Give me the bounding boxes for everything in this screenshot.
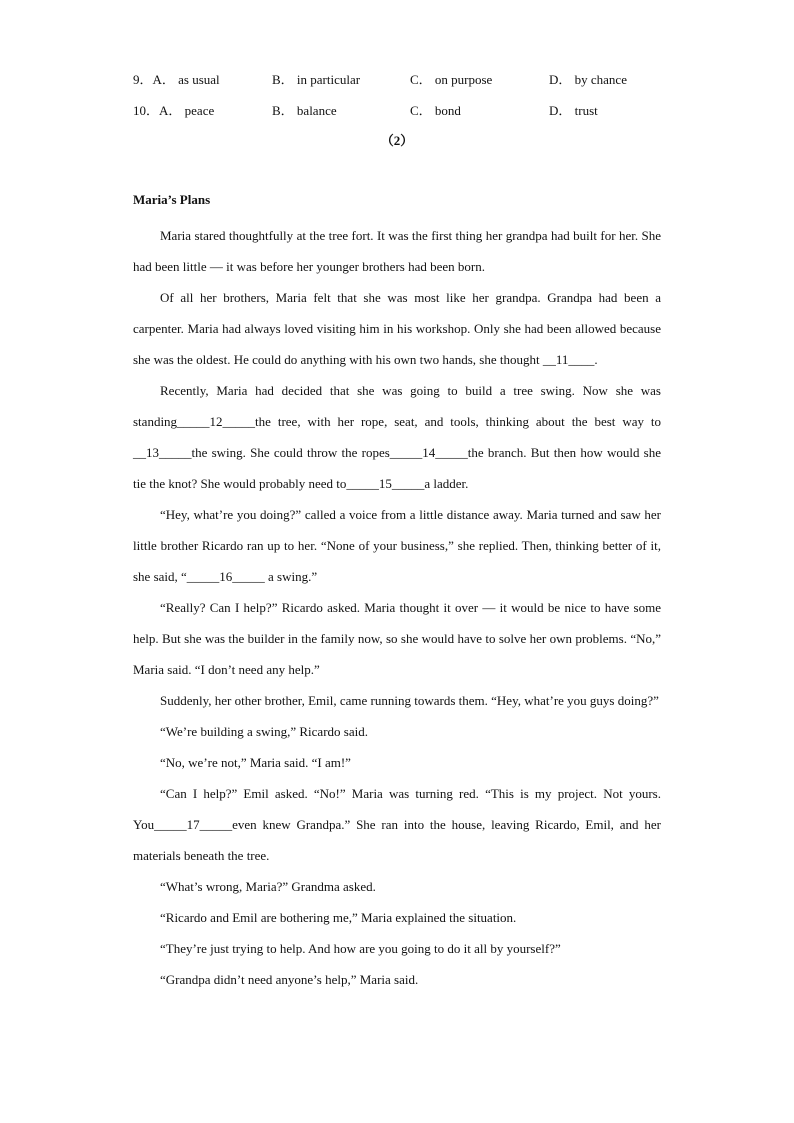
question-number: 9． <box>133 72 153 87</box>
question-number: 10． <box>133 103 160 118</box>
paragraph: Maria stared thoughtfully at the tree fort. It was the first thing her grandpa had built for her. She had been little — it was before her younger brothers had been born. <box>133 228 661 274</box>
paragraph: “What’s wrong, Maria?” Grandma asked. <box>160 879 376 894</box>
paragraph: “Really? Can I help?” Ricardo asked. Maria thought it over — it would be nice to have some help. But she was the builder in the family now, so she would have to solve her own problems. “No,” Maria said. “I don’t need any help.” <box>133 600 661 677</box>
option-a: A． peace <box>159 103 215 118</box>
option-d: D． trust <box>549 103 598 118</box>
paragraph: “Ricardo and Emil are bothering me,” Maria explained the situation. <box>160 910 517 925</box>
question-9-row <box>133 69 693 100</box>
paragraph: “Can I help?” Emil asked. “No!” Maria was turning red. “This is my project. Not yours. You_____17_____even knew Grandpa.” She ran into the house, leaving Ricardo, Emil, and her materials beneath the tree. <box>133 786 661 863</box>
paragraph: Suddenly, her other brother, Emil, came running towards them. “Hey, what’re you guys doing?” <box>160 693 659 708</box>
paragraph: Recently, Maria had decided that she was going to build a tree swing. Now she was standing_____12_____the tree, with her rope, seat, and tools, thinking about the best way to __13_____the swing. She could throw the ropes_____14_____the branch. But then how would she tie the knot? She would probably need to_____15_____a ladder. <box>133 383 661 491</box>
section-label: （2） <box>380 133 414 148</box>
paragraph: Of all her brothers, Maria felt that she was most like her grandpa. Grandpa had been a carpenter. Maria had always loved visiting him in his workshop. Only she had been allowed because she was the oldest. He could do anything with his own two hands, she thought __11____. <box>133 290 661 367</box>
passage-title: Maria’s Plans <box>133 192 211 207</box>
question-10-row <box>133 100 693 131</box>
option-b: B． balance <box>272 103 337 118</box>
question-9-options <box>133 69 693 131</box>
question-9-number <box>133 69 220 88</box>
option-a: A． as usual <box>152 72 220 87</box>
option-c: C． on purpose <box>410 72 493 87</box>
passage-body <box>133 220 661 995</box>
option-b: B． in particular <box>272 72 361 87</box>
paragraph: “No, we’re not,” Maria said. “I am!” <box>160 755 351 770</box>
question-10-number <box>133 100 214 119</box>
paragraph: “We’re building a swing,” Ricardo said. <box>160 724 368 739</box>
paragraph: “Grandpa didn’t need anyone’s help,” Maria said. <box>160 972 419 987</box>
option-d: D． by chance <box>549 72 627 87</box>
paragraph: “Hey, what’re you doing?” called a voice from a little distance away. Maria turned and saw her little brother Ricardo ran up to her. “None of your business,” she replied. Then, thinking better of it, she said, “_____16_____ a swing.” <box>133 507 661 584</box>
option-c: C． bond <box>410 103 461 118</box>
paragraph: “They’re just trying to help. And how are you going to do it all by yourself?” <box>160 941 561 956</box>
